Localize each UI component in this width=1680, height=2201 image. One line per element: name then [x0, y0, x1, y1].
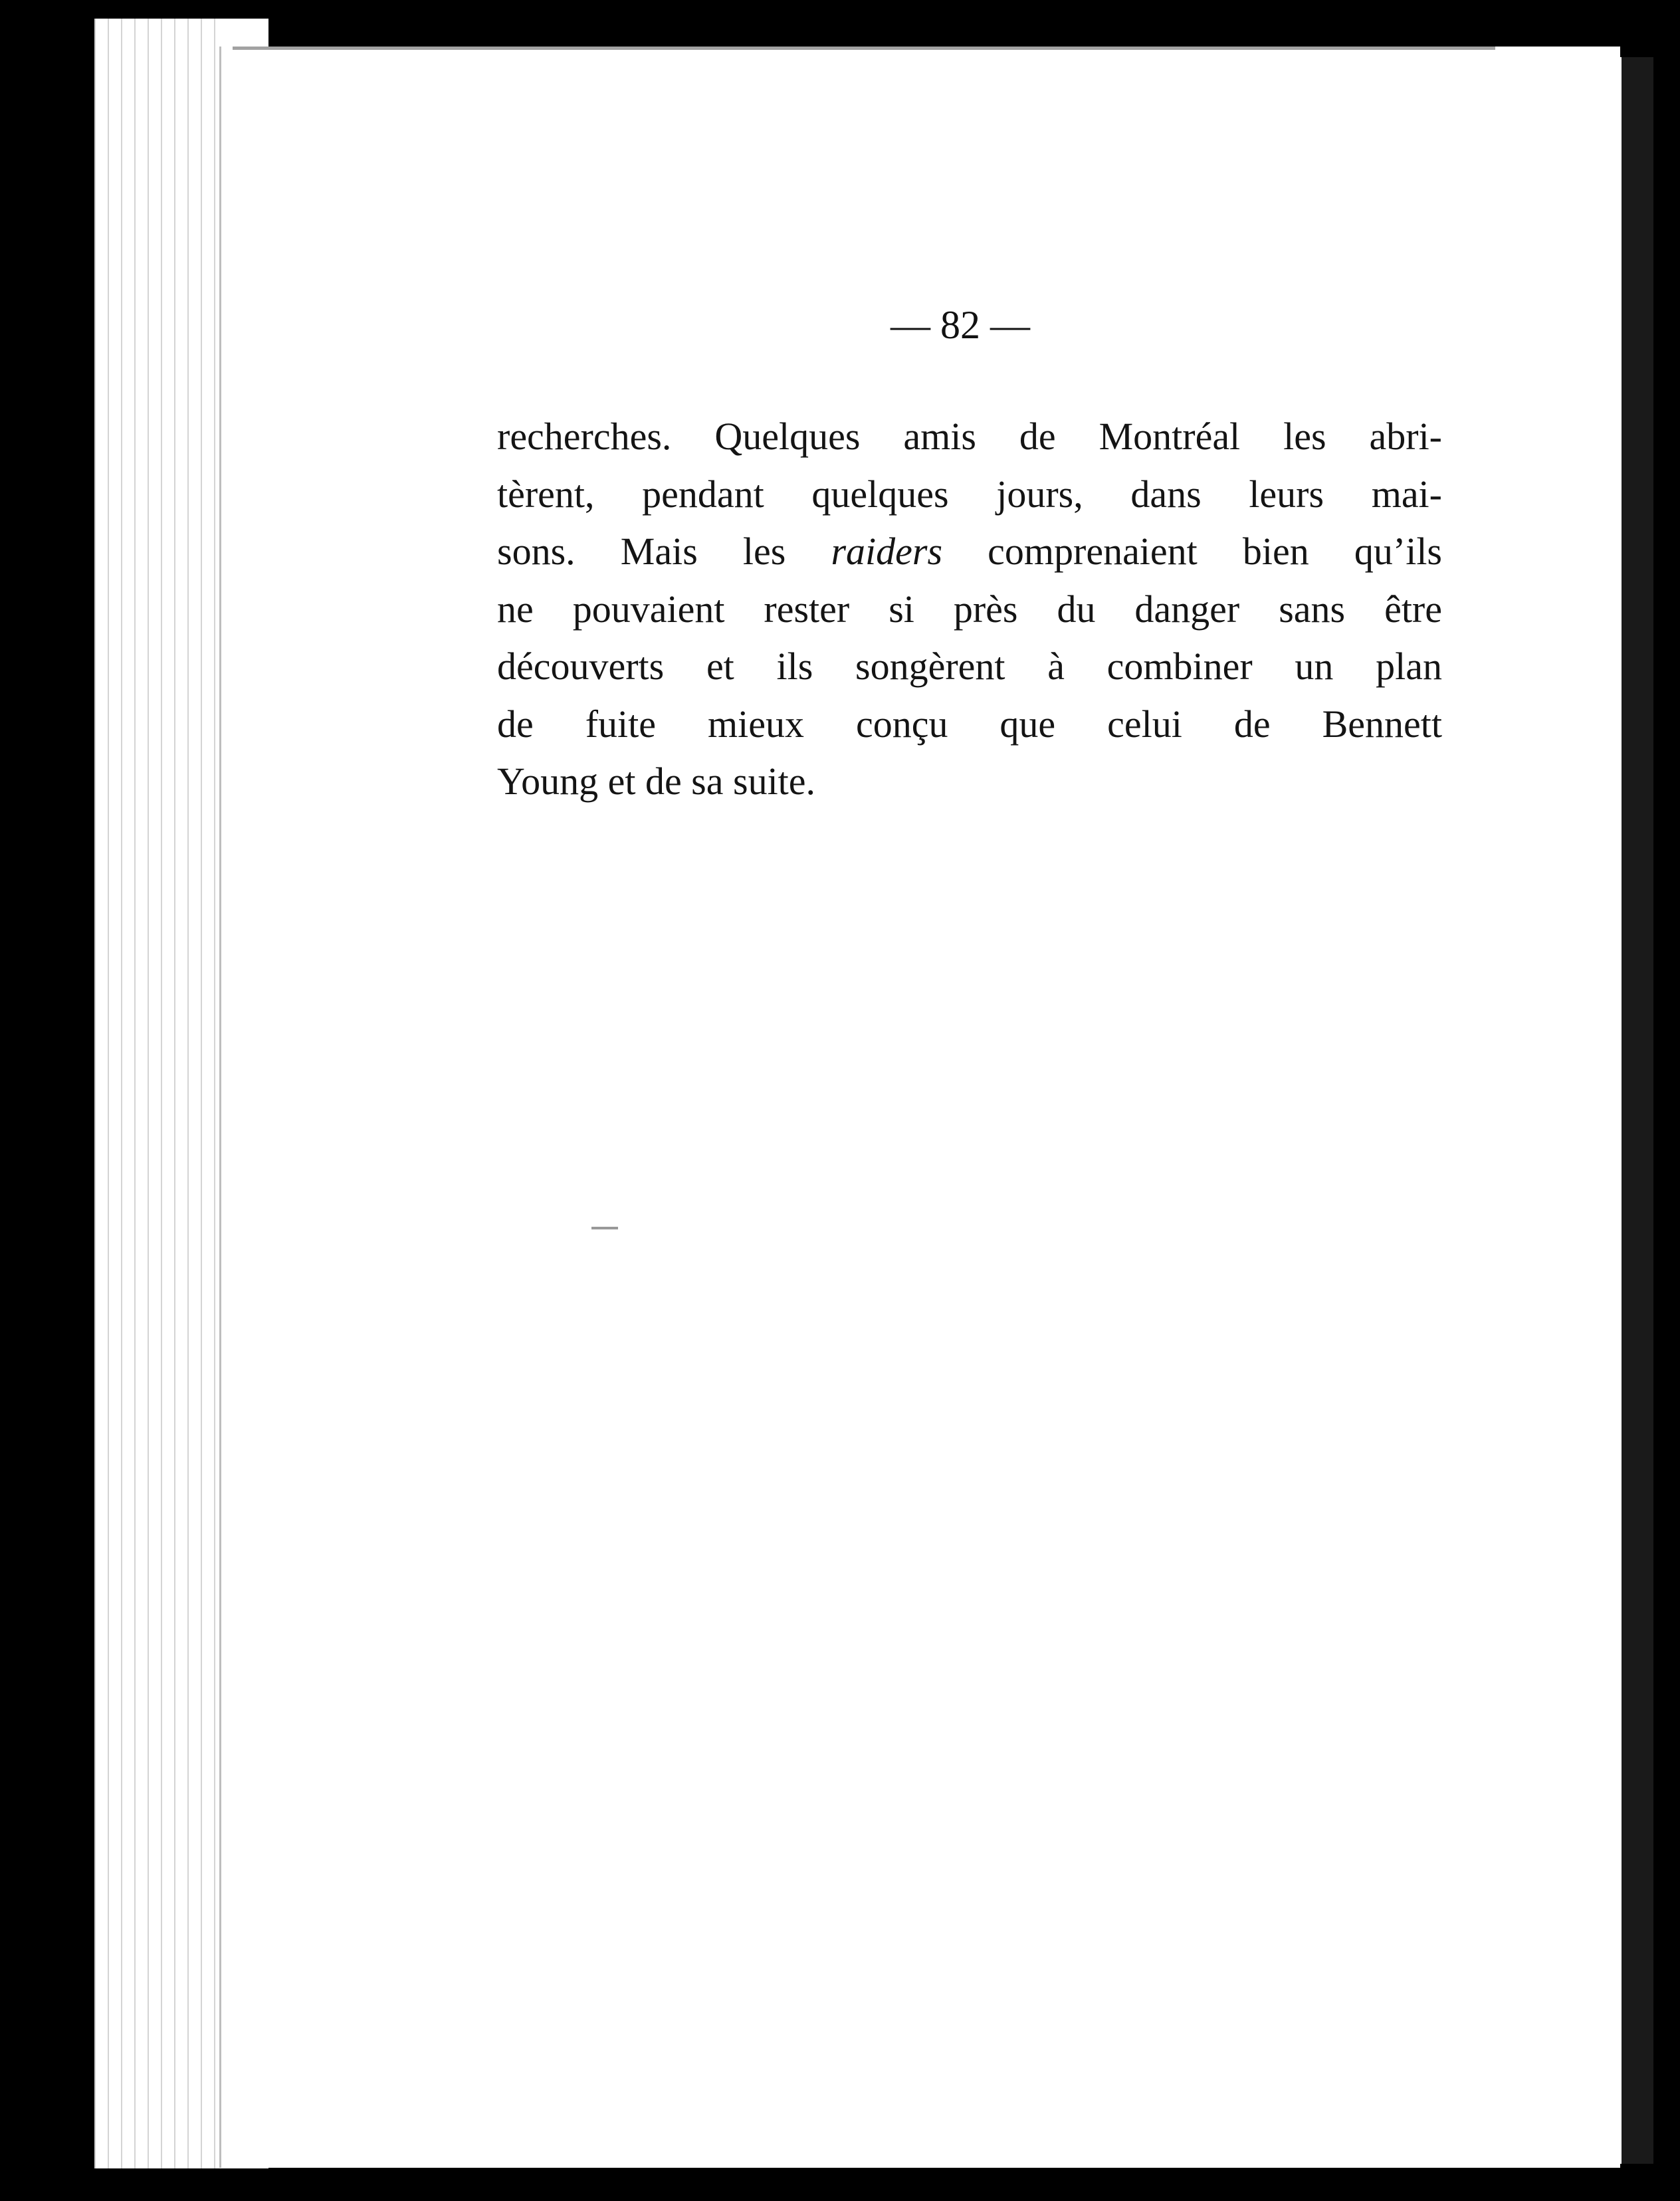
text-segment: comprenaient bien qu’ils [942, 530, 1442, 573]
text-segment: sons. Mais les [497, 530, 831, 573]
text-line: de fuite mieux conçu que celui de Bennett [497, 702, 1442, 746]
book-page [219, 47, 1620, 2168]
italic-word: raiders [831, 530, 943, 573]
text-line: ne pouvaient rester si près du danger sans être [497, 587, 1442, 631]
text-line: recherches. Quelques amis de Montréal les abri- [497, 415, 1442, 458]
text-line [497, 523, 1442, 581]
book-binding [1622, 57, 1653, 2164]
text-line: tèrent, pendant quelques jours, dans leurs mai- [497, 472, 1442, 516]
page-number: — 82 — [891, 303, 1030, 347]
text-line: Young et de sa suite. [497, 760, 816, 803]
stray-mark [591, 1227, 618, 1229]
top-page-edge [233, 47, 1495, 50]
body-text [497, 408, 1442, 811]
text-line: découverts et ils songèrent à combiner un plan [497, 645, 1442, 688]
